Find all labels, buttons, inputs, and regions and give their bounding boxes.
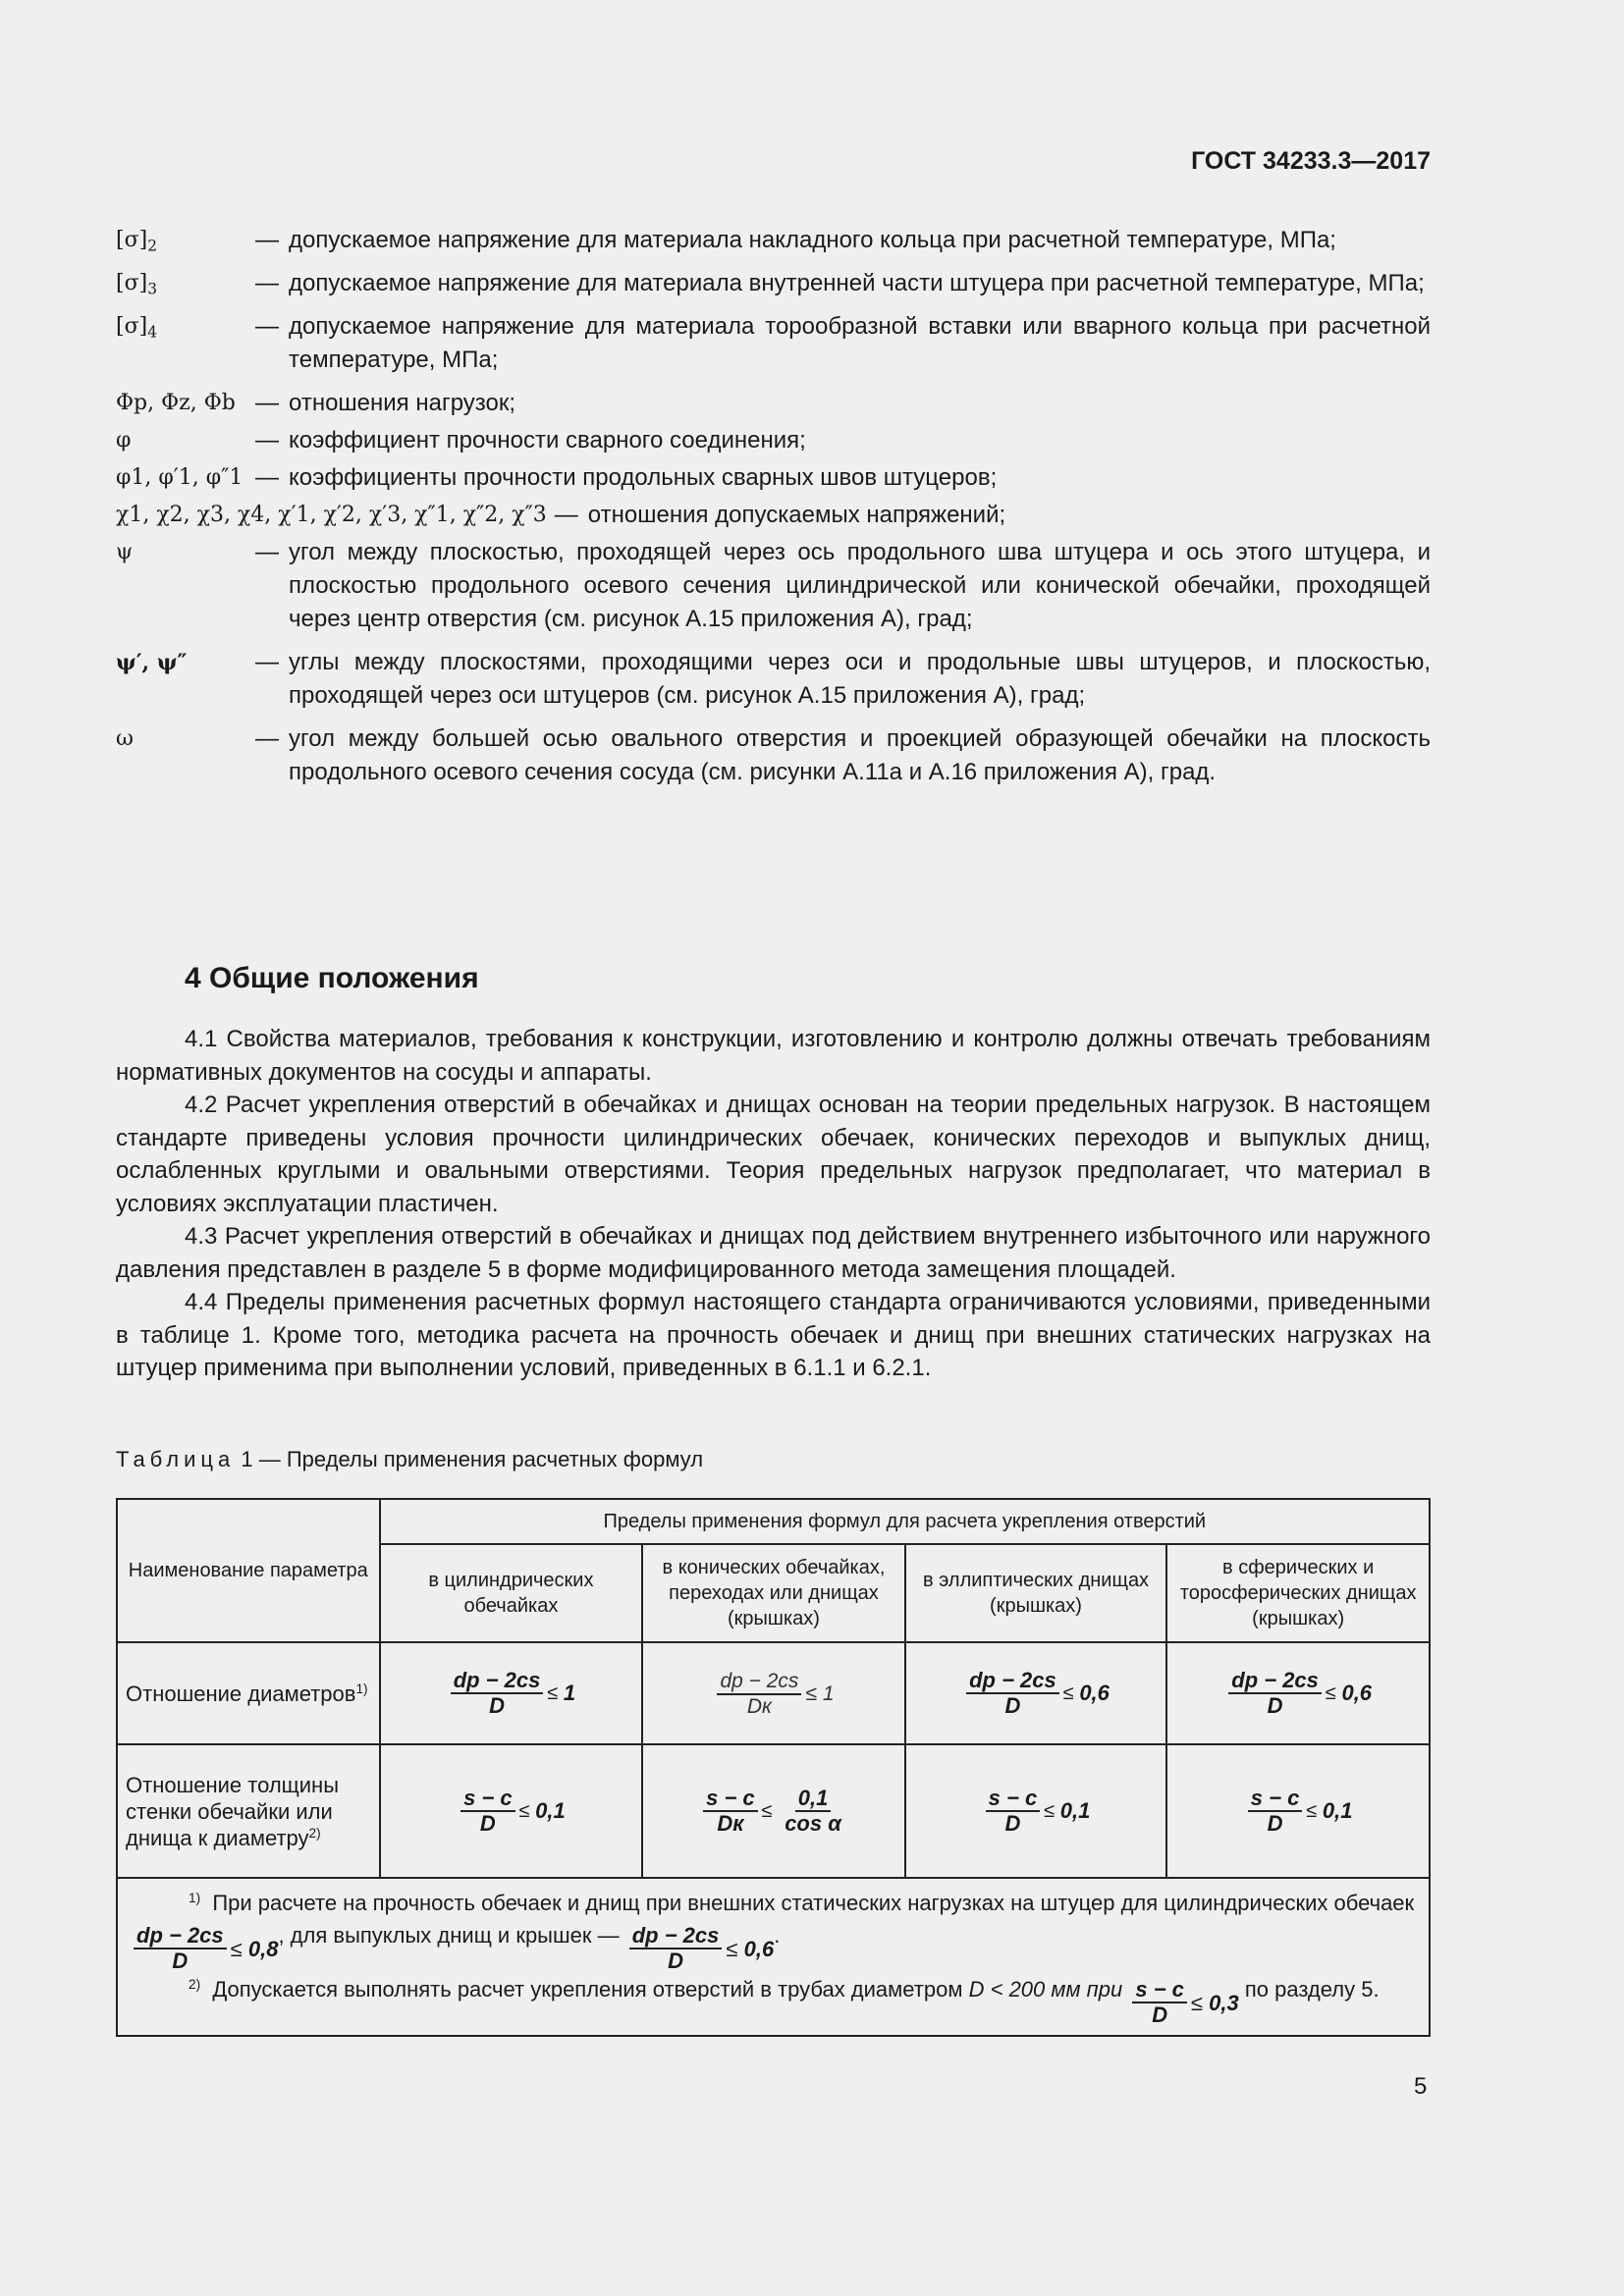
definition-phi: φ — коэффициент прочности сварного соединения; (116, 424, 1431, 457)
limit-cell: $\frac{s - c}{D}$ ≤ 0,1 (1166, 1744, 1430, 1878)
paragraph: 4.1 Свойства материалов, требования к конструкции, изготовлению и контролю должны отвечать требованиям нормативных документов на сосуды и аппараты. (116, 1026, 1431, 1086)
definition-symbol: χ1, χ2, χ3, χ4, χ′1, χ′2, χ′3, χ″1, χ″2, χ″3 (116, 503, 547, 527)
definition-text: угол между большей осью овального отверстия и проекцией образующей обечайки на плоскость продольного осевого сечения сосуда (см. рисунки А.11а и А.16 приложения А), град. (289, 725, 1431, 785)
column-header: в конических обечайках, переходах или днищах (крышках) (642, 1544, 904, 1642)
definition-sigma-4: $[\sigma]_4$ — допускаемое напряжение для материала торообразной вставки или вварного кольца при расчетной температуре, МПа; (116, 310, 1431, 377)
definition-phi-welds: φ1, φ′1, φ″1 — коэффициенты прочности продольных сварных швов штуцеров; (116, 461, 1431, 495)
definition-symbol: φ (116, 428, 132, 453)
table-caption: Таблица 1 — Пределы применения расчетных формул (116, 1447, 704, 1471)
limit-cell: $\frac{dp - 2cs}{D}$ ≤ 1 (380, 1642, 643, 1744)
column-header: в сферических и торосферических днищах (крышках) (1166, 1544, 1430, 1642)
limit-cell: $\frac{s - c}{D}$ ≤ 0,1 (905, 1744, 1167, 1878)
definition-chi: χ1, χ2, χ3, χ4, χ′1, χ′2, χ′3, χ″1, χ″2, χ″3 — отношения допускаемых напряжений; (116, 499, 1431, 532)
definition-symbol: $[\sigma]_2$ (116, 228, 157, 255)
table-notes (117, 1878, 1430, 2036)
definition-text: допускаемое напряжение для материала торообразной вставки или вварного кольца при расчетной температуре, МПа; (289, 313, 1431, 373)
definition-symbol: $[\sigma]_3$ (116, 271, 157, 298)
definition-text: отношения нагрузок; (289, 390, 516, 416)
paragraph: 4.3 Расчет укрепления отверстий в обечайках и днищах под действием внутреннего избыточного или наружного давления представлен в разделе 5 в форме модифицированного метода замещения площадей. (116, 1223, 1431, 1283)
definition-text: углы между плоскостями, проходящими через оси и продольные швы штуцеров, и плоскостью, проходящей через оси штуцеров (см. рисунок А.15 приложения А), град; (289, 649, 1431, 709)
section-title: 4 Общие положения (185, 962, 479, 994)
column-header: в эллиптических днищах (крышках) (905, 1544, 1167, 1642)
limit-cell: $\frac{dp - 2cs}{Dк}$ ≤ 1 (642, 1642, 904, 1744)
row-label: Отношение толщины стенки обечайки или днища к диаметру$^{2)}$ (117, 1744, 380, 1878)
definition-text: допускаемое напряжение для материала накладного кольца при расчетной температуре, МПа; (289, 227, 1336, 253)
footnote-2: $^{2)}$ Допускается выполнять расчет укрепления отверстий в трубах диаметром D < 200 мм при $\frac{s - c}{D}$ ≤ 0,3 по разделу 5. (189, 1976, 1380, 2027)
definition-sigma-2: $[\sigma]_2$ — допускаемое напряжение для материала накладного кольца при расчетной температуре, МПа; (116, 224, 1431, 257)
definition-symbol: ψ (116, 540, 134, 564)
definition-text: отношения допускаемых напряжений; (587, 502, 1006, 528)
limit-cell: $\frac{dp - 2cs}{D}$ ≤ 0,6 (1166, 1642, 1430, 1744)
limits-table (116, 1498, 1431, 2037)
definition-symbol: Φp, Φz, Φb (116, 391, 236, 415)
definition-symbol: φ1, φ′1, φ″1 (116, 465, 244, 490)
table-row (117, 1642, 1430, 1744)
group-header: Пределы применения формул для расчета укрепления отверстий (380, 1499, 1430, 1544)
paragraph: 4.4 Пределы применения расчетных формул настоящего стандарта ограничиваются условиями, приведенными в таблице 1. Кроме того, методика расчета на прочность обечаек и днищ при внешних статических нагрузках на штуцер применима при выполнении условий, приведенных в 6.1.1 и 6.2.1. (116, 1289, 1431, 1381)
limit-cell: $\frac{dp - 2cs}{D}$ ≤ 0,6 (905, 1642, 1167, 1744)
definition-psi: ψ — угол между плоскостью, проходящей через ось продольного шва штуцера и ось этого штуцера, и плоскостью продольного осевого сечения цилиндрической или конической обечайки, проходящей через центр отверстия (см. рисунок А.15 приложения А), град; (116, 536, 1431, 636)
definition-psi-prime: ψ′, ψ″ — углы между плоскостями, проходящими через оси и продольные швы штуцеров, и плоскостью, проходящей через оси штуцеров (см. рисунок А.15 приложения А), град; (116, 646, 1431, 713)
table-row (117, 1744, 1430, 1878)
definition-symbol: ψ′, ψ″ (116, 650, 188, 675)
page-number: 5 (1414, 2073, 1428, 2100)
definition-text: коэффициент прочности сварного соединения; (289, 427, 806, 454)
definition-text: коэффициенты прочности продольных сварных швов штуцеров; (289, 464, 998, 491)
column-header: в цилиндрических обечайках (380, 1544, 643, 1642)
paragraph: 4.2 Расчет укрепления отверстий в обечайках и днищах основан на теории предельных нагрузок. В настоящем стандарте приведены условия прочности цилиндрических обечаек, конических переходов и выпуклых днищ, ослабленных круглыми и овальными отверстиями. Теория предельных нагрузок предполагает, что материал в условиях эксплуатации пластичен. (116, 1092, 1431, 1217)
limit-cell: $\frac{s - c}{D}$ ≤ 0,1 (380, 1744, 643, 1878)
param-header: Наименование параметра (117, 1499, 380, 1642)
limit-cell: $\frac{s - c}{Dк}$ ≤ $\frac{0,1}{\text{cos α}}$ (642, 1744, 904, 1878)
section-body (116, 1023, 1431, 1385)
row-label: Отношение диаметров$^{1)}$ (117, 1642, 380, 1744)
footnote-1: $^{1)}$ При расчете на прочность обечаек и днищ при внешних статических нагрузках на штуцер для цилиндрических обечаек $\frac{dp - 2cs}{D}$ ≤ 0,8 , для выпуклых днищ и крышек — $\frac{dp - 2cs}{D}$ ≤ 0,6 . (130, 1887, 1417, 1973)
definition-text: угол между плоскостью, проходящей через ось продольного шва штуцера и ось этого штуцера, и плоскостью продольного осевого сечения цилиндрической или конической обечайки, проходящей через центр отверстия (см. рисунок А.15 приложения А), град; (289, 539, 1431, 632)
document-header: ГОСТ 34233.3—2017 (1191, 147, 1431, 175)
definition-sigma-3: $[\sigma]_3$ — допускаемое напряжение для материала внутренней части штуцера при расчетной температуре, МПа; (116, 267, 1431, 300)
definition-symbol: ω (116, 726, 134, 751)
definition-symbol: $[\sigma]_4$ (116, 314, 157, 342)
definitions-list (116, 224, 1431, 799)
definition-text: допускаемое напряжение для материала внутренней части штуцера при расчетной температуре, МПа; (289, 270, 1425, 296)
definition-omega: ω — угол между большей осью овального отверстия и проекцией образующей обечайки на плоскость продольного осевого сечения сосуда (см. рисунки А.11а и А.16 приложения А), град. (116, 722, 1431, 789)
definition-phi-loads: Φp, Φz, Φb — отношения нагрузок; (116, 387, 1431, 420)
